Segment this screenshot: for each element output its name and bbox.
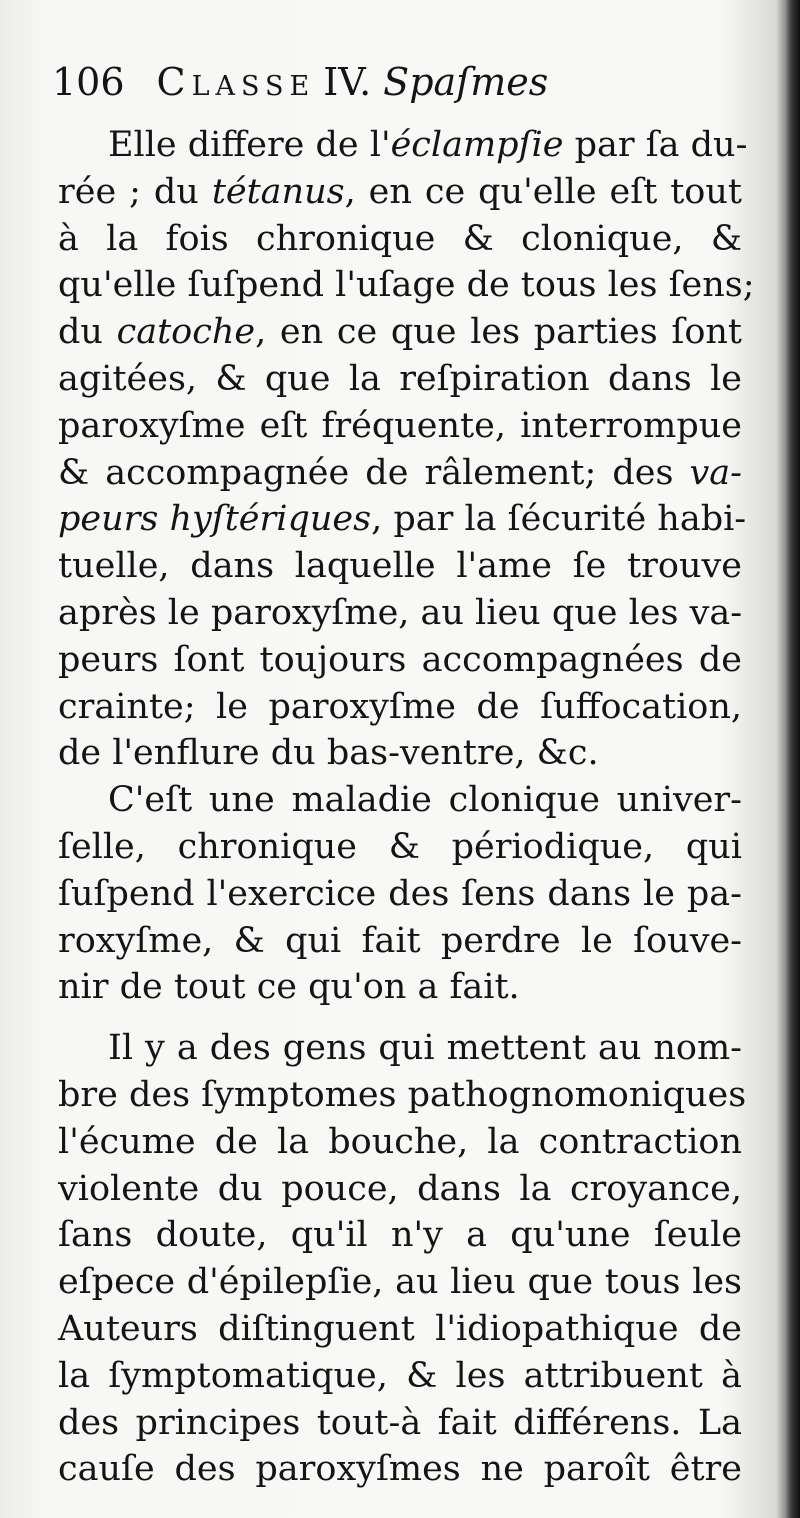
text-line: l'écume de la bouche, la contraction [58, 1121, 742, 1162]
header-roman-numeral: IV. [323, 60, 372, 104]
text-line: C'eſt une maladie clonique univer- [108, 780, 742, 821]
text-line: rée ; du tétanus, en ce qu'elle eſt tout [58, 171, 742, 212]
text-line: cauſe des paroxyſmes ne paroît être [58, 1449, 742, 1490]
text-line: des principes tout-à fait différens. La [58, 1402, 742, 1443]
text-line: & accompagnée de râlement; des va- [58, 452, 742, 493]
text-line: ſelle, chronique & périodique, qui [58, 826, 742, 867]
header-section-title: Spaſmes [383, 60, 549, 104]
text-line: Auteurs diſtinguent l'idiopathique de [58, 1308, 742, 1349]
text-line: nir de tout ce qu'on a fait. [58, 967, 520, 1008]
body-text [58, 122, 755, 1493]
text-line: la ſymptomatique, & les attribuent à [58, 1355, 742, 1396]
text-line: bre des ſymptomes pathognomoniques [58, 1074, 747, 1115]
text-line: paroxyſme eſt fréquente, interrompue [58, 405, 742, 446]
text-line: agitées, & que la reſpiration dans le [58, 358, 742, 399]
page-edge-shadow [786, 0, 800, 1518]
running-header [52, 52, 752, 112]
text-line: peurs ſont toujours accompagnées de [58, 639, 742, 680]
text-line: Il y a des gens qui mettent au nom- [108, 1028, 742, 1069]
text-line: ſuſpend l'exercice des ſens dans le pa- [58, 873, 742, 914]
text-line: eſpece d'épilepſie, au lieu que tous les [58, 1262, 742, 1303]
text-line: peurs hyſtériques, par la ſécurité habi- [58, 499, 747, 540]
text-line: violente du pouce, dans la croyance, [58, 1168, 742, 1209]
text-line: de l'enflure du bas-ventre, &c. [58, 733, 599, 774]
text-line: Elle differe de l'éclampſie par ſa du- [108, 125, 748, 165]
text-line: à la fois chronique & clonique, & [58, 218, 742, 259]
text-line: roxyſme, & qui fait perdre le ſouve- [58, 920, 742, 961]
text-line: du catoche, en ce que les parties ſont [58, 312, 743, 353]
header-classe: Classe [156, 60, 316, 104]
text-line: après le paroxyſme, au lieu que les va- [58, 592, 743, 633]
page-number: 106 [52, 60, 125, 104]
text-line: qu'elle ſuſpend l'uſage de tous les ſens; [58, 265, 755, 306]
text-line: tuelle, dans laquelle l'ame ſe trouve [58, 546, 742, 587]
text-line: ſans doute, qu'il n'y a qu'une ſeule [58, 1215, 742, 1256]
text-line: crainte; le paroxyſme de ſuffocation, [58, 686, 742, 727]
